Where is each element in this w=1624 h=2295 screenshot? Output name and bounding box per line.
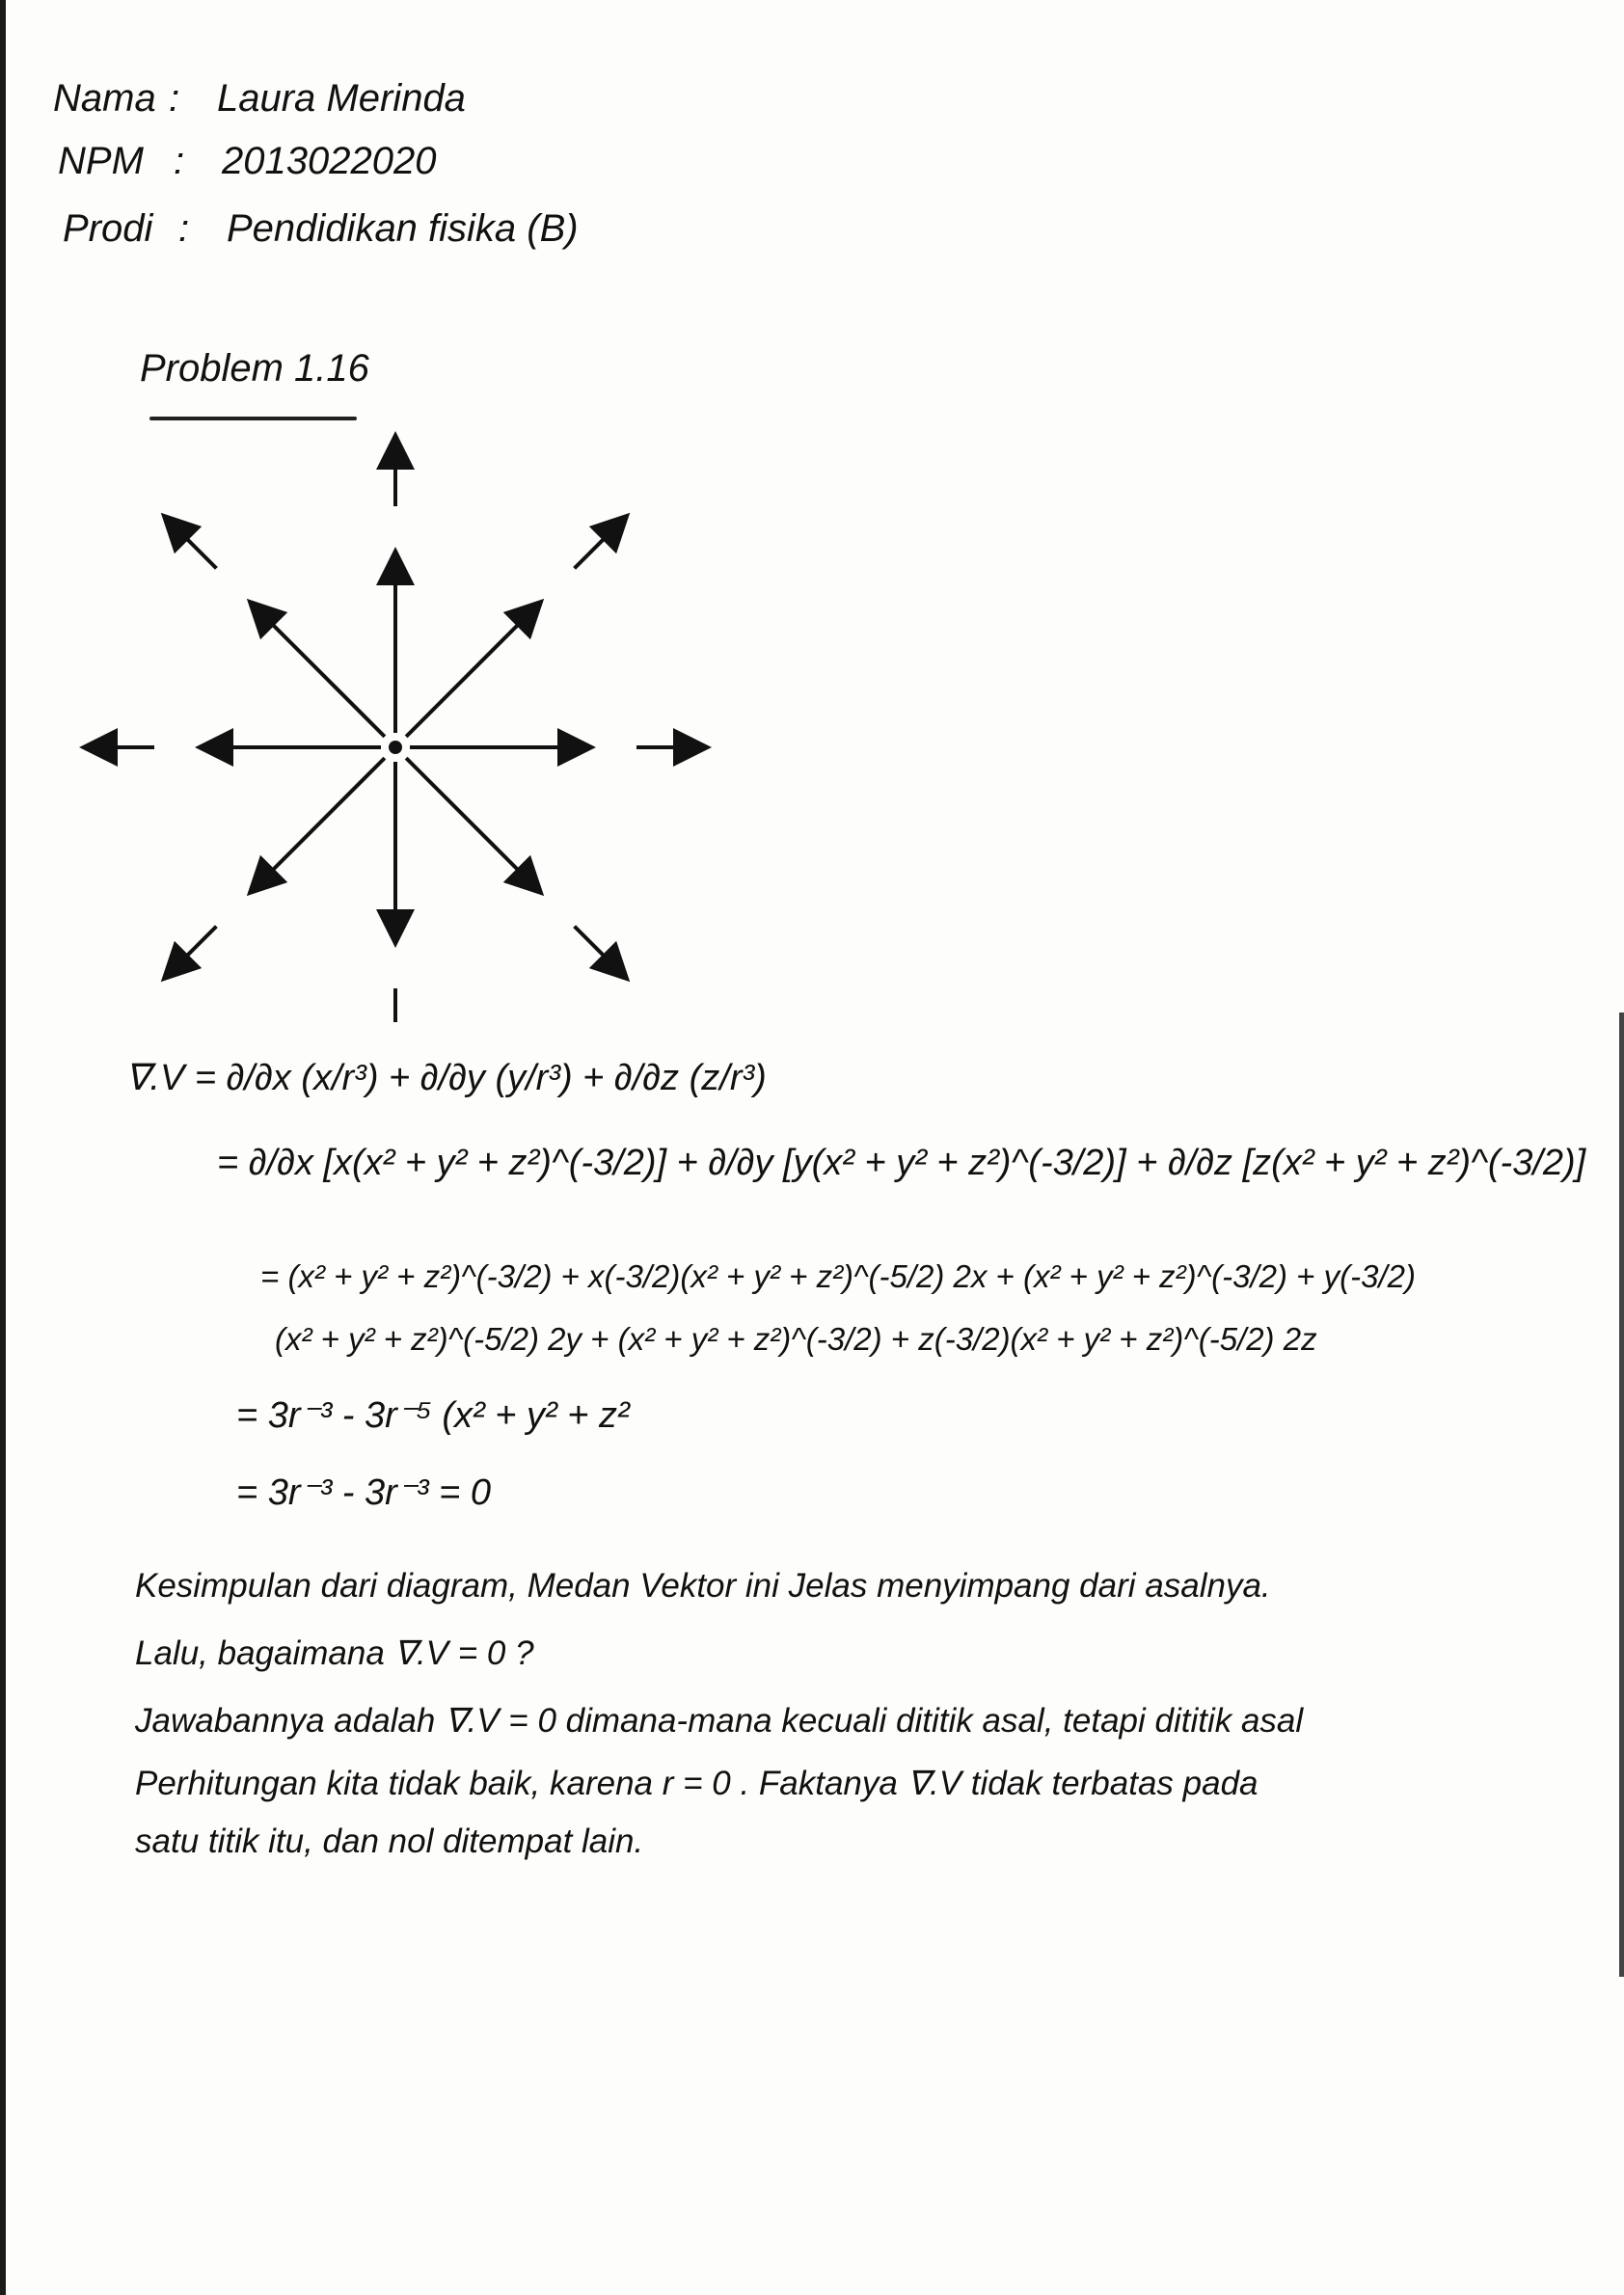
conclusion-line: Perhitungan kita tidak baik, karena r = 0 . Faktanya ∇.V tidak terbatas pada bbox=[135, 1765, 1259, 1802]
math-line: = 3r⁻³ - 3r⁻³ = 0 bbox=[236, 1472, 491, 1513]
prodi-value: Pendidikan fisika (B) bbox=[227, 207, 579, 250]
conclusion-line: Kesimpulan dari diagram, Medan Vektor ini Jelas menyimpang dari asalnya. bbox=[135, 1567, 1271, 1605]
name-value: Laura Merinda bbox=[217, 77, 466, 120]
name-label: Nama bbox=[53, 77, 156, 120]
scan-right-edge bbox=[1619, 1012, 1624, 1977]
name-row bbox=[53, 77, 466, 121]
math-line: = (x² + y² + z²)^(-3/2) + x(-3/2)(x² + y² + z²)^(-5/2) 2x + (x² + y² + z²)^(-3/2) + y(-3/2) bbox=[260, 1258, 1416, 1294]
conclusion-line: Jawabannya adalah ∇.V = 0 dimana-mana kecuali dititik asal, tetapi dititik asal bbox=[135, 1702, 1304, 1740]
outer-field-arrow bbox=[166, 927, 216, 977]
math-line: ∇.V = ∂/∂x (x/r³) + ∂/∂y (y/r³) + ∂/∂z (z/r³) bbox=[125, 1058, 767, 1098]
vector-field-diagram bbox=[0, 424, 771, 1022]
math-line: (x² + y² + z²)^(-5/2) 2y + (x² + y² + z²)^(-3/2) + z(-3/2)(x² + y² + z²)^(-5/2) 2z bbox=[275, 1321, 1317, 1357]
separator: : bbox=[169, 77, 180, 120]
math-line: = 3r⁻³ - 3r⁻⁵ (x² + y² + z² bbox=[236, 1395, 630, 1436]
conclusion-line: satu titik itu, dan nol ditempat lain. bbox=[135, 1822, 644, 1860]
problem-title: Problem 1.16 bbox=[140, 347, 369, 390]
inner-field-arrow bbox=[253, 605, 385, 737]
origin-dot bbox=[389, 741, 402, 754]
math-line: = ∂/∂x [x(x² + y² + z²)^(-3/2)] + ∂/∂y [y(x² + y² + z²)^(-3/2)] + ∂/∂z [z(x² + y² + z²)^(-3/2)] bbox=[217, 1143, 1586, 1183]
conclusion-line: Lalu, bagaimana ∇.V = 0 ? bbox=[135, 1634, 534, 1672]
outer-field-arrow bbox=[575, 927, 625, 977]
inner-field-arrow bbox=[406, 605, 538, 737]
inner-field-arrow bbox=[253, 758, 385, 890]
scan-left-edge bbox=[0, 0, 6, 2295]
separator: : bbox=[174, 140, 185, 182]
npm-row bbox=[58, 140, 436, 183]
prodi-row bbox=[63, 207, 579, 251]
npm-value: 2013022020 bbox=[222, 140, 437, 182]
inner-field-arrow bbox=[406, 758, 538, 890]
title-underline bbox=[149, 417, 357, 420]
npm-label: NPM bbox=[58, 140, 144, 182]
outer-field-arrow bbox=[166, 518, 216, 568]
prodi-label: Prodi bbox=[63, 207, 153, 250]
outer-field-arrow bbox=[575, 518, 625, 568]
separator: : bbox=[178, 207, 190, 250]
